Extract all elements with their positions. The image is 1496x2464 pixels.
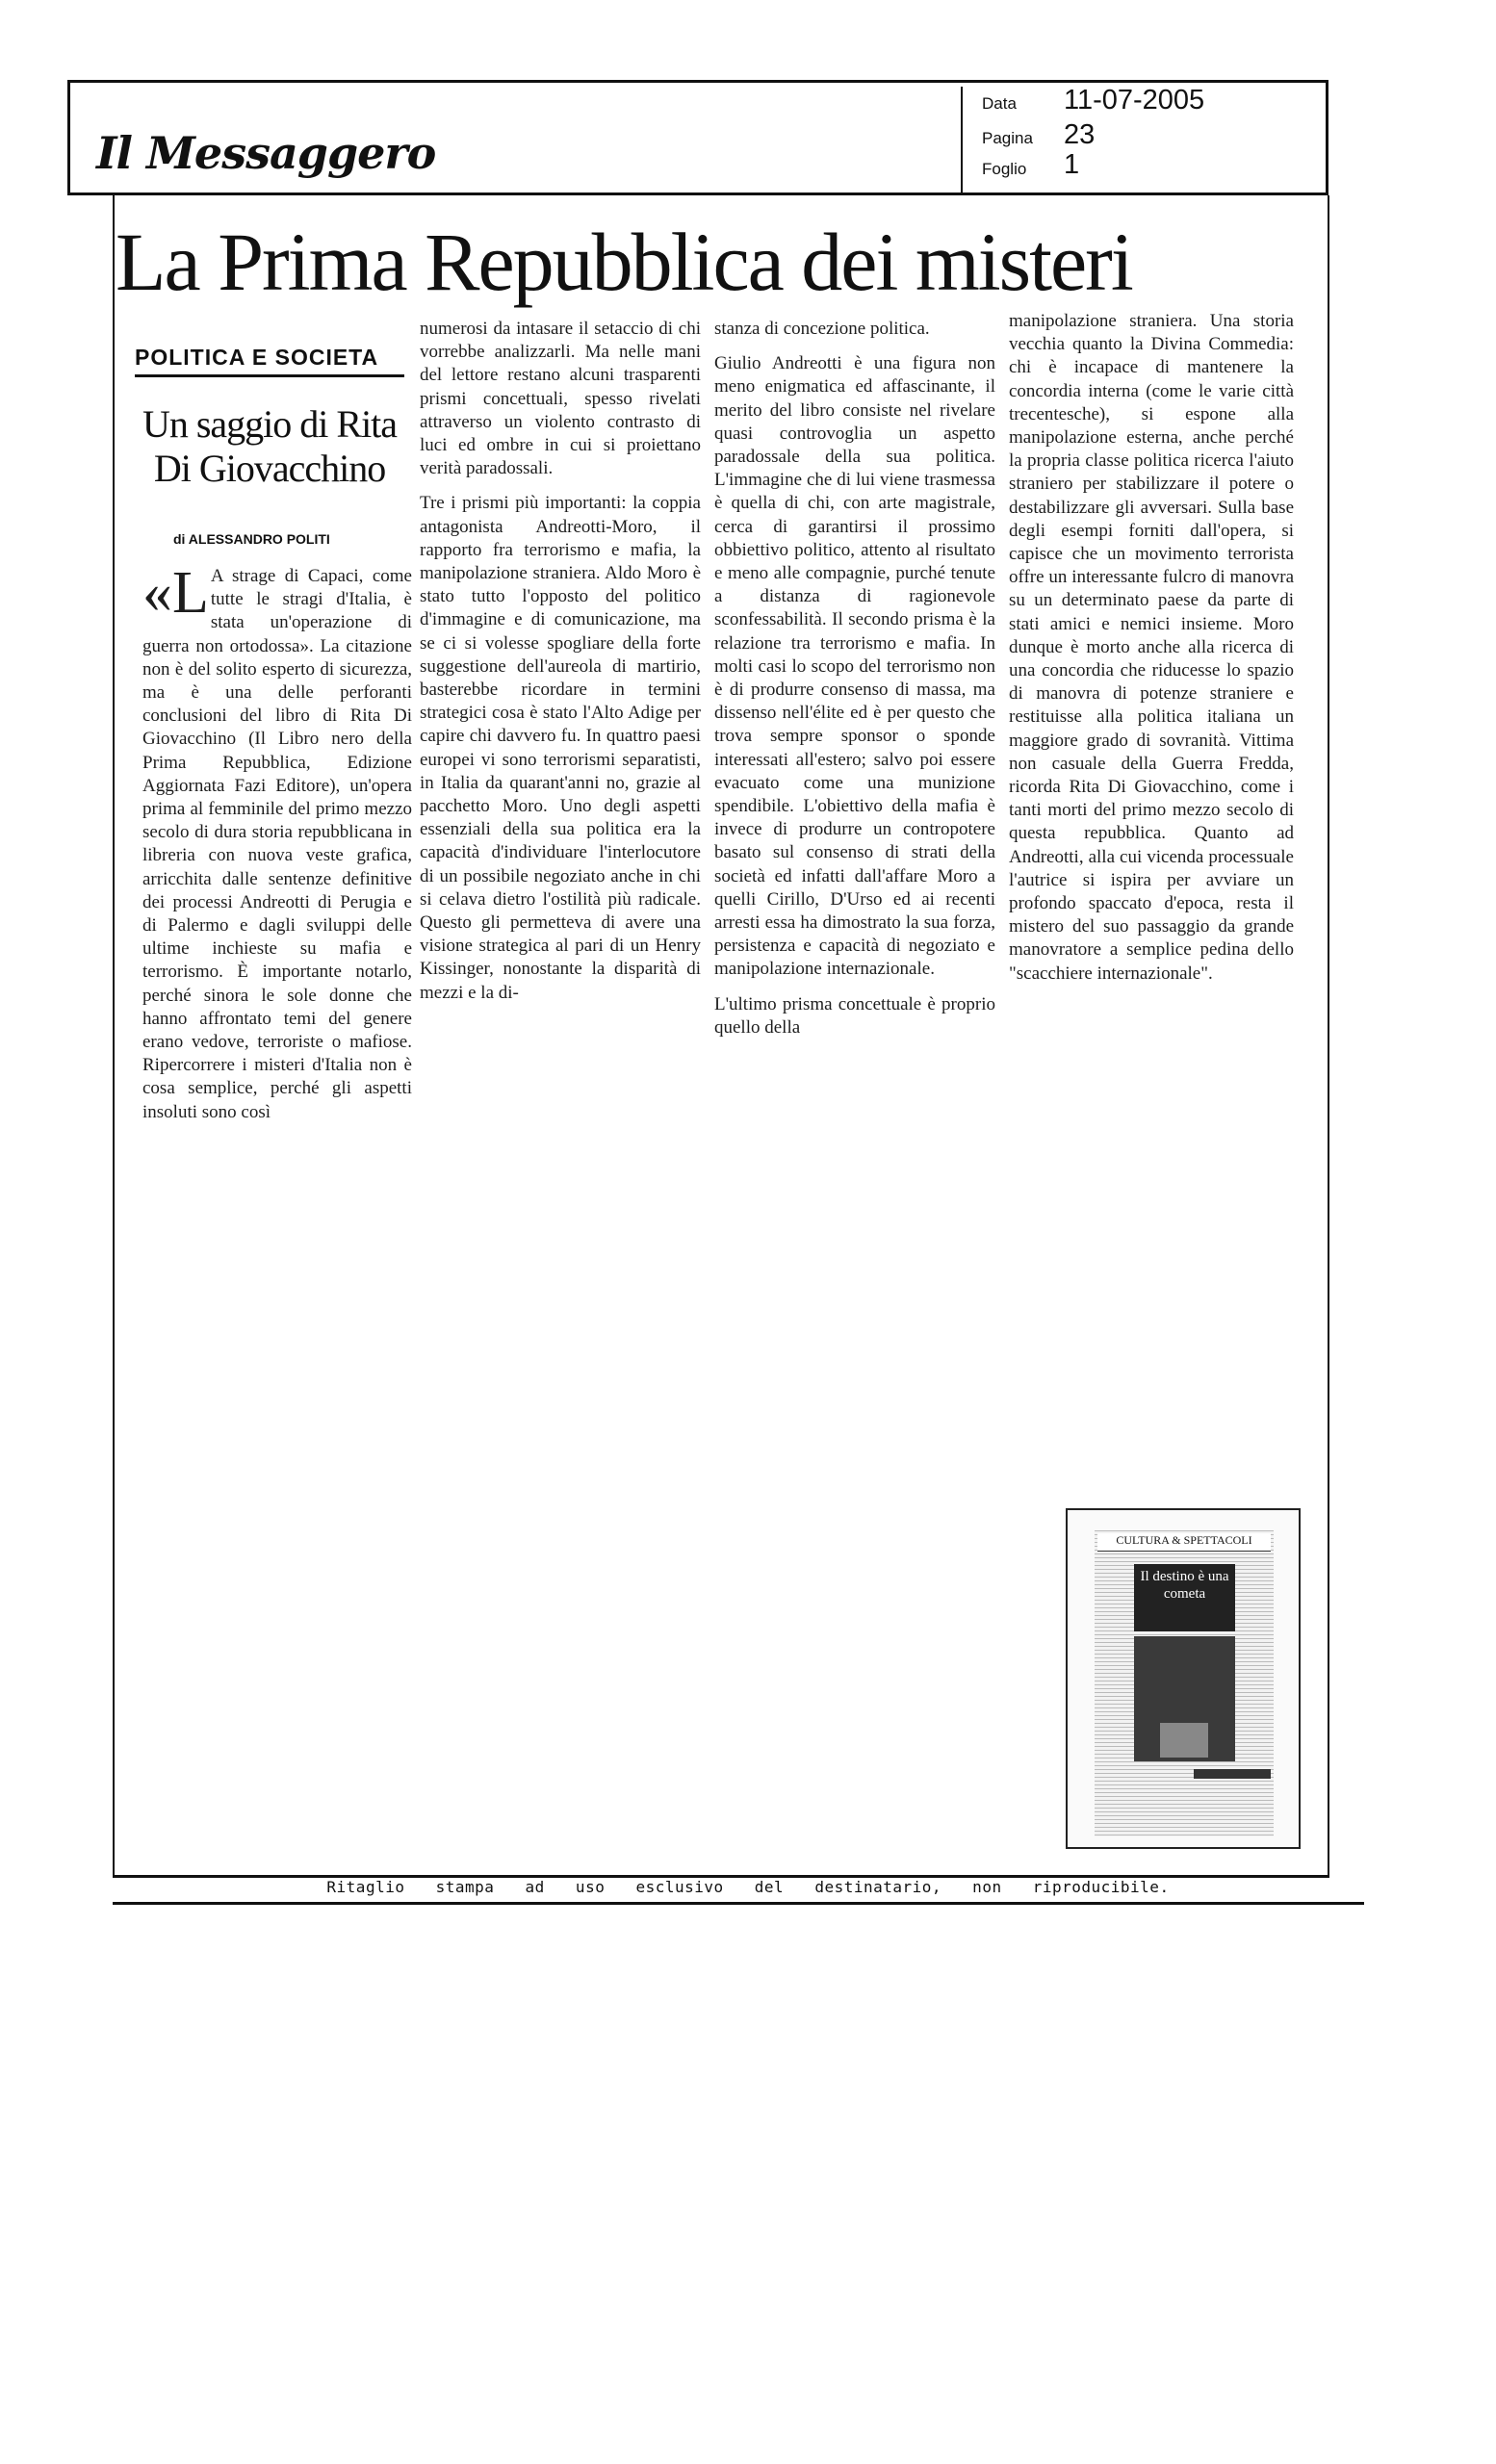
paragraph: numerosi da intasare il setaccio di chi vorrebbe analizzarli. Ma nelle mani del lettore restano alcuni trasparenti prismi concettuali, spesso rivelati attraverso un violento contrasto di luci ed ombre in cui si proiettano verità paradossali.: [420, 319, 701, 479]
footer-rule: [113, 1902, 1364, 1905]
thumbnail-section-header: CULTURA & SPETTACOLI: [1097, 1533, 1271, 1552]
section-kicker: POLITICA E SOCIETA: [135, 345, 379, 370]
dropcap: «L: [142, 560, 209, 626]
thumbnail-feature-title: Il destino è una cometa: [1134, 1564, 1235, 1631]
paragraph: [142, 560, 412, 1124]
meta-value-pagina: 23: [1064, 119, 1096, 150]
meta-value-data: 11-07-2005: [1064, 85, 1205, 116]
footer-note: Ritaglio stampa ad uso esclusivo del destinatario, non riproducibile.: [326, 1878, 1170, 1896]
thumbnail-footer-bar: [1194, 1769, 1271, 1779]
meta-label-pagina: Pagina: [982, 129, 1033, 147]
paragraph: stanza di concezione politica.: [714, 319, 930, 339]
paragraph: L'ultimo prisma concettuale è proprio quello della: [714, 993, 995, 1038]
article-column-4: [1009, 310, 1294, 997]
article-column-2: [420, 318, 701, 1016]
byline: di ALESSANDRO POLITI: [173, 531, 330, 547]
paragraph-text: A strage di Capaci, come tutte le stragi d'Italia, è stata un'operazione di guerra non ortodossa». La citazione non è del solito esperto di sicurezza, ma è una delle perforanti conclusioni del libro di Rita Di Giovacchino (Il Libro nero della Prima Repubblica, Edizione Aggiornata Fazi Editore), un'opera prima al femminile del primo mezzo secolo di dura storia repubblicana in libreria con nuova veste grafica, arricchita dalle sentenze definitive dei processi Andreotti di Perugia e di Palermo e dagli sviluppi delle ultime inchieste su mafia e terrorismo. È importante notarlo, perché sinora le sole donne che hanno affrontato temi del genere erano vedove, terroriste o mafiose. Ripercorrere i misteri d'Italia non è cosa semplice, perché gli aspetti insoluti sono così: [142, 566, 412, 1122]
paragraph: Giulio Andreotti è una figura non meno enigmatica ed affascinante, il merito del libro consiste nel rivelare quasi controvoglia un aspetto paradossale della sua politica. L'immagine che di lui viene trasmessa è quella di chi, con arte magistrale, cerca di garantirsi il prossimo obbiettivo politico, attento al risultato e meno alle compagnie, purché tenute a distanza di ragionevole sconfessabilità. Il secondo prisma è la relazione tra terrorismo e mafia. In molti casi lo scopo del terrorismo non è di produrre consenso di massa, ma dissenso nell'élite ed è per questo che trova sempre sponsor o sponde interessati all'estero; salvo poi essere evacuato come una munizione spendibile. L'obiettivo della mafia è invece di produrre un contropotere basato sul consenso di strati della società ed infatti dall'affare Moro a quelli Cirillo, D'Urso ed ai recenti arresti essa ha dimostrato la sua forza, persistenza e capacità di negoziato e manipolazione internazionale.: [714, 353, 995, 980]
kicker-underline: [135, 374, 404, 377]
thumbnail-photo-detail: [1160, 1723, 1208, 1758]
paragraph: manipolazione straniera. Una storia vecchia quanto la Divina Commedia: chi è incapace di mantenere la concordia interna (come le varie città trecentesche), si espone alla manipolazione esterna, anche perché la propria classe politica ricerca l'aiuto straniero per stabilizzare il potere o destabilizzare gli avversari. Sulla base degli esempi forniti dall'opera, si capisce che un movimento terrorista offre un interessante fulcro di manovra su un determinato paese da parte di stati amici e nemici insieme. Moro dunque è morto anche alla ricerca di una concordia che riducesse lo spazio di manovra di potenze straniere e restituisse alla politica italiana un maggiore grado di sovranità. Vittima non casuale della Guerra Fredda, ricorda Rita Di Giovacchino, come i tanti morti del primo mezzo secolo di questa repubblica. Quanto ad Andreotti, alla cui vicenda processuale l'autrice si ispira per avviare un profondo spaccato d'epoca, resta il mistero del suo passaggio da grande manovratore a semplice pedina dello "scacchiere internazionale".: [1009, 311, 1294, 984]
meta-label-foglio: Foglio: [982, 160, 1027, 178]
subtitle: [125, 402, 414, 491]
frame-left-rule: [113, 195, 115, 1875]
paragraph: Tre i prismi più importanti: la coppia antagonista Andreotti-Moro, il rapporto fra terrorismo e mafia, la manipolazione straniera. Aldo Moro è stato tutto l'opposto del politico d'immagine e di comunicazione, ma se ci si volesse spogliare della forte suggestione dell'aureola di martirio, basterebbe ricordare in termini strategici cosa è stato l'Alto Adige per capire chi davvero fu. In quattro paesi europei vi sono terrorismi separatisti, in Italia da quarant'anni no, grazie al pacchetto Moro. Uno degli aspetti essenziali della sua politica era la capacità d'individuare l'interlocutore di un possibile negoziato anche in chi si celava dietro l'ostilità più radicale. Questo gli permetteva di avere una visione strategica al pari di un Henry Kissinger, nonostante la disparità di mezzi e la di-: [420, 493, 701, 1003]
article-column-1: [142, 560, 412, 1136]
subtitle-line-2: Di Giovacchino: [153, 447, 386, 490]
headline: La Prima Repubblica dei misteri: [116, 216, 1132, 308]
meta-label-data: Data: [982, 94, 1017, 113]
newspaper-logo: Il Messaggero: [96, 127, 436, 179]
subtitle-line-1: Un saggio di Rita: [142, 402, 398, 446]
frame-right-rule: [1328, 195, 1329, 1875]
meta-value-foglio: 1: [1064, 149, 1080, 180]
article-column-3: [714, 318, 995, 1051]
